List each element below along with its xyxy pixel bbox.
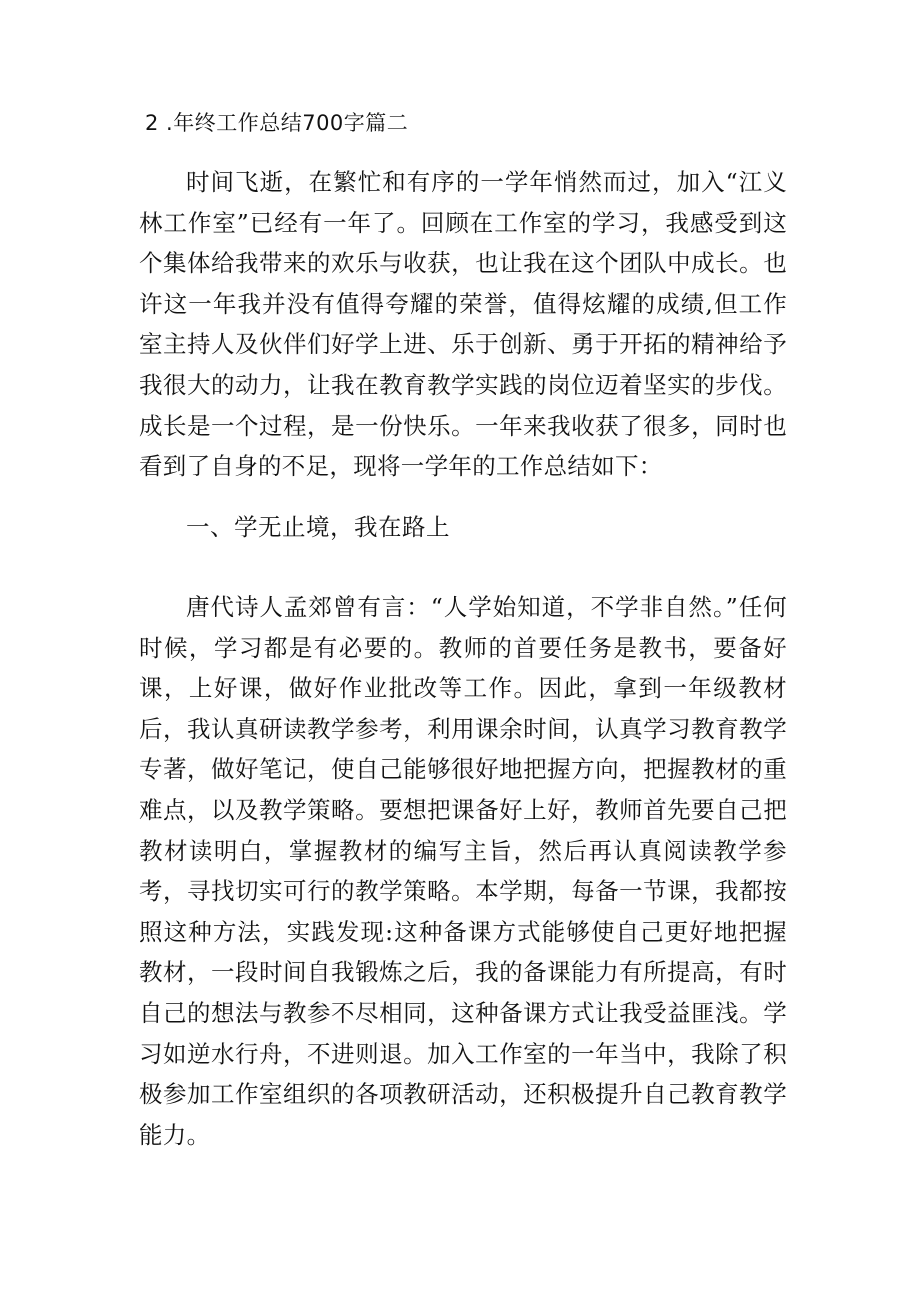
section-heading-1: 一、学无止境，我在路上 xyxy=(186,513,450,541)
paragraph-section-1: 唐代诗人孟郊曾有言：“人学始知道，不学非自然。”任何时候，学习都是有必要的。教师的首要任务是教书，要备好课，上好课，做好作业批改等工作。因此，拿到一年级教材后，我认真研读教学参考，利用课余时间，认真学习教育教学专著，做好笔记，使自己能够很好地把握方向，把握教材的重难点，以及教学策略。要想把课备好上好，教师首先要自己把教材读明白，掌握教材的编写主旨，然后再认真阅读教学参考，寻找切实可行的教学策略。本学期，每备一节课，我都按照这种方法，实践发现:这种备课方式能够使自己更好地把握教材，一段时间自我锻炼之后，我的备课能力有所提高，有时自己的想法与教参不尽相同，这种备课方式让我受益匪浅。学习如逆水行舟，不进则退。加入工作室的一年当中，我除了积极参加工作室组织的各项教研活动，还积极提升自己教育教学能力。 xyxy=(139,593,787,1149)
document-heading: 2 .年终工作总结700字篇二 xyxy=(145,111,409,135)
paragraph-intro: 时间飞逝，在繁忙和有序的一学年悄然而过，加入“江义林工作室”已经有一年了。回顾在工作室的学习，我感受到这个集体给我带来的欢乐与收获，也让我在这个团队中成长。也许这一年我并没有值得夸耀的荣誉，值得炫耀的成绩,但工作室主持人及伙伴们好学上进、乐于创新、勇于开拓的精神给予我很大的动力，让我在教育教学实践的岗位迈着坚实的步伐。成长是一个过程，是一份快乐。一年来我收获了很多，同时也看到了自身的不足，现将一学年的工作总结如下： xyxy=(139,168,787,481)
